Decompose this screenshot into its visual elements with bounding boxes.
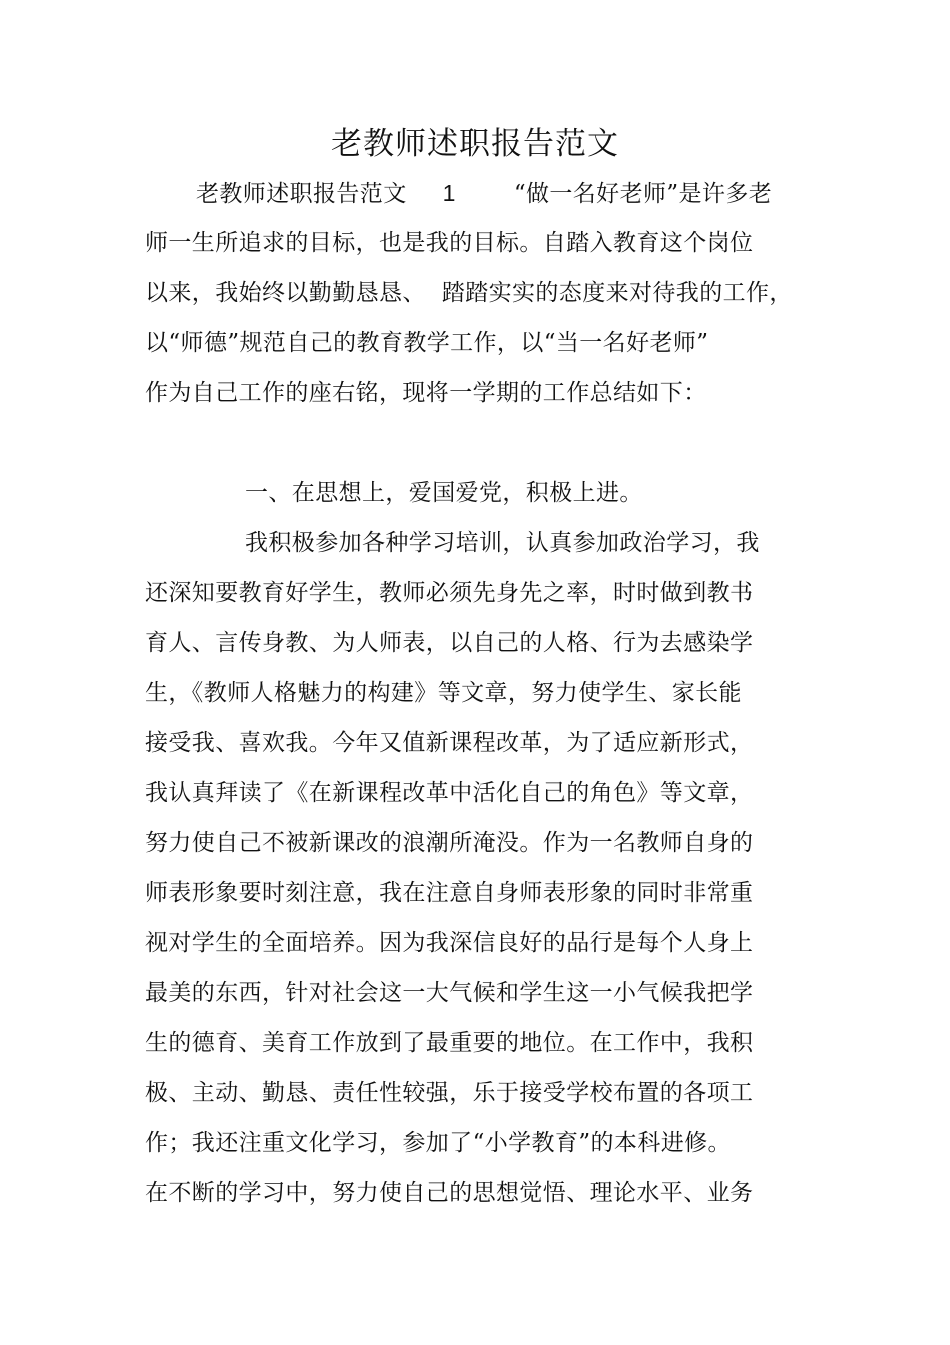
section1-line-14: 在不断的学习中，努力使自己的思想觉悟、理论水平、业务: [145, 1180, 754, 1206]
section1-line-12: 极、主动、勤恳、责任性较强，乐于接受学校布置的各项工: [145, 1080, 754, 1106]
section1-line-1: 我积极参加各种学习培训，认真参加政治学习，我: [245, 530, 760, 556]
intro-line-3: [145, 277, 793, 309]
intro-number: 1: [442, 180, 456, 206]
section1-line-10: 最美的东西，针对社会这一大气候和学生这一小气候我把学: [145, 980, 754, 1006]
section1-line-5: 接受我、喜欢我。今年又值新课程改革，为了适应新形式，: [145, 730, 754, 756]
intro-line-5: 作为自己工作的座右铭，现将一学期的工作总结如下：: [145, 380, 707, 406]
section1-line-3: 育人、言传身教、为人师表，以自己的人格、行为去感染学: [145, 630, 754, 656]
section1-line-8: 师表形象要时刻注意，我在注意自身师表形象的同时非常重: [145, 880, 754, 906]
intro-line-3-a: 以来，我始终以勤勤恳恳、: [145, 280, 426, 306]
section1-line-11: 生的德育、美育工作放到了最重要的地位。在工作中，我积: [145, 1030, 754, 1056]
section1-line-4: 生，《教师人格魅力的构建》等文章，努力使学生、家长能: [145, 680, 742, 706]
section1-heading: 一、在思想上，爱国爱党，积极上进。: [245, 480, 643, 506]
intro-line-3-b: 踏踏实实的态度来对待我的工作，: [441, 280, 793, 306]
section1-line-9: 视对学生的全面培养。因为我深信良好的品行是每个人身上: [145, 930, 754, 956]
section1-line-13: 作；我还注重文化学习，参加了“小学教育”的本科进修。: [145, 1130, 731, 1156]
intro-line-1: [196, 177, 772, 210]
section1-line-7: 努力使自己不被新课改的浪潮所淹没。作为一名教师自身的: [145, 830, 754, 856]
section1-line-6: 我认真拜读了《在新课程改革中活化自己的角色》等文章，: [145, 780, 754, 806]
section1-line-2: 还深知要教育好学生，教师必须先身先之率，时时做到教书: [145, 580, 754, 606]
intro-line-1-rest: “做一名好老师”是许多老: [513, 181, 773, 207]
intro-label: 老教师述职报告范文: [196, 181, 407, 207]
document-title: 老教师述职报告范文: [331, 126, 619, 162]
intro-line-4: 以“师德”规范自己的教育教学工作，以“当一名好老师”: [145, 330, 709, 356]
intro-line-2: 师一生所追求的目标，也是我的目标。自踏入教育这个岗位: [145, 230, 754, 256]
